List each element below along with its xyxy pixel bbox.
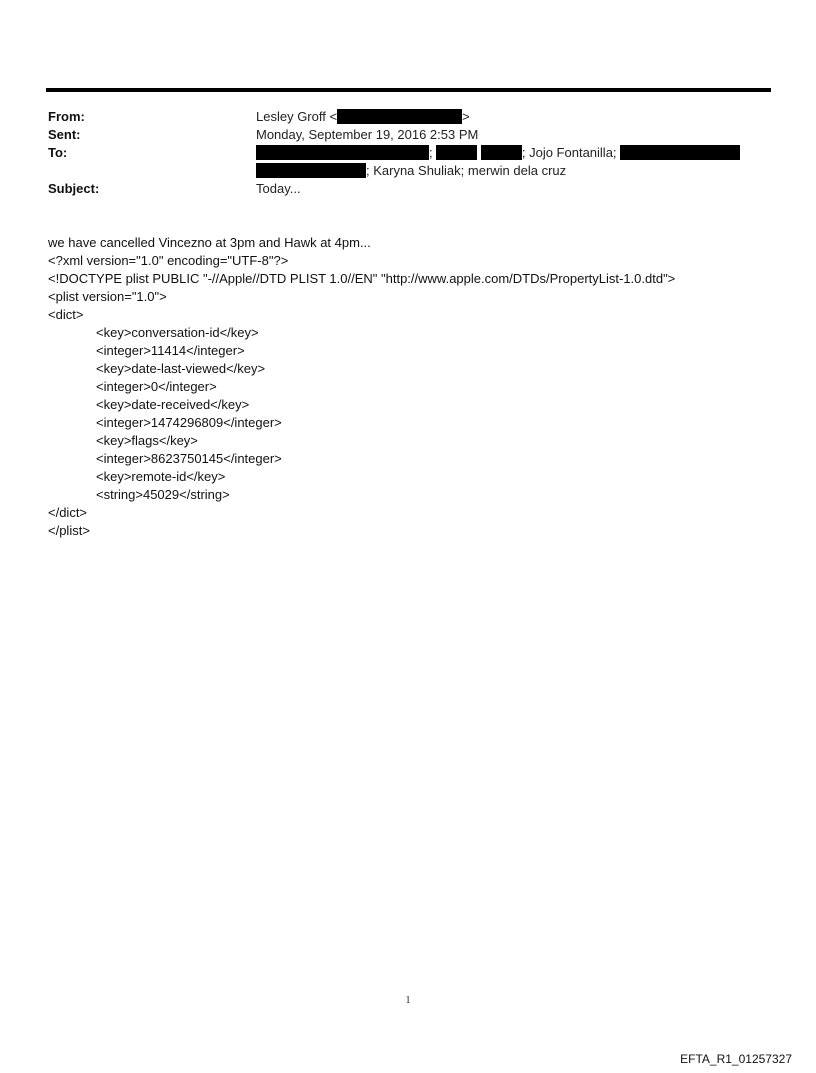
from-name: Lesley Groff <	[256, 109, 338, 124]
redaction-box	[620, 145, 740, 160]
redaction-box	[436, 145, 477, 160]
body-line: <integer>0</integer>	[96, 379, 217, 394]
to-separator: ;	[429, 145, 433, 160]
body-line: <dict>	[48, 307, 84, 322]
body-line: </dict>	[48, 505, 88, 520]
body-line: <plist version="1.0">	[48, 289, 167, 304]
redaction-box	[256, 145, 429, 160]
body-line: <key>date-received</key>	[96, 397, 250, 412]
body-line: <?xml version="1.0" encoding="UTF-8"?>	[48, 253, 289, 268]
from-close: >	[462, 109, 470, 124]
to-value-line-1	[256, 144, 740, 161]
body-line: <key>remote-id</key>	[96, 469, 226, 484]
page-number: 1	[405, 995, 411, 1006]
to-label: To:	[48, 145, 68, 160]
to-recipient-jojo: ; Jojo Fontanilla;	[521, 145, 617, 160]
redaction-box	[481, 145, 522, 160]
body-line: <integer>11414</integer>	[96, 343, 245, 358]
email-body	[48, 234, 675, 540]
document-id: EFTA_R1_01257327	[680, 1052, 792, 1066]
sent-value: Monday, September 19, 2016 2:53 PM	[256, 127, 479, 142]
redaction-box	[337, 109, 462, 124]
to-value-line-2	[256, 162, 566, 179]
body-line: <integer>8623750145</integer>	[96, 451, 282, 466]
sent-label: Sent:	[48, 127, 81, 142]
body-line: <integer>1474296809</integer>	[96, 415, 282, 430]
from-label: From:	[48, 109, 85, 124]
body-line: <!DOCTYPE plist PUBLIC "-//Apple//DTD PLIST 1.0//EN" "http://www.apple.com/DTDs/PropertyList-1.0.dtd">	[48, 271, 676, 286]
body-line: <key>flags</key>	[96, 433, 198, 448]
subject-value: Today...	[256, 181, 301, 196]
body-line: <key>date-last-viewed</key>	[96, 361, 266, 376]
body-line: <string>45029</string>	[96, 487, 230, 502]
to-recipients-continued: ; Karyna Shuliak; merwin dela cruz	[366, 163, 567, 178]
body-line: <key>conversation-id</key>	[96, 325, 259, 340]
redaction-box	[256, 163, 366, 178]
subject-label: Subject:	[48, 181, 100, 196]
body-line: </plist>	[48, 523, 90, 538]
from-value	[256, 108, 470, 125]
body-line: we have cancelled Vincezno at 3pm and Hawk at 4pm...	[48, 235, 371, 250]
header-divider	[46, 88, 771, 92]
